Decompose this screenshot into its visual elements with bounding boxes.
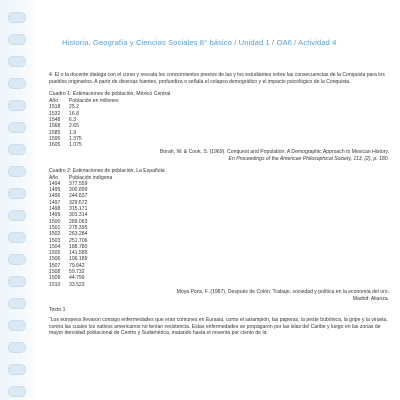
cell-year: 1605 [49, 142, 61, 149]
cell-value: 141.585 [69, 250, 88, 257]
cell-year: 1498 [49, 206, 61, 213]
column-header-year: Año [49, 174, 59, 181]
binding-ring [8, 166, 26, 177]
column-header-value: Población indígena [69, 174, 113, 181]
table2-source-line1: Moya Pons, F. (1987). Después de Colón: Trabajo, sociedad y política en la economía del oro. [176, 288, 389, 295]
cell-year: 1506 [49, 256, 61, 263]
cell-year: 1504 [49, 243, 61, 250]
cell-value: 6.3 [69, 117, 77, 123]
cell-value: 59.732 [69, 269, 85, 276]
table-row [49, 282, 112, 288]
texto1-label: Texto 1 [49, 307, 66, 314]
binding-ring [8, 342, 26, 353]
intro-paragraph: 4. El o la docente dialoga con el curso y rescata los conocimientos previos de las y los estudiantes sobre las consecuencias de la Conquista para los pueblos originarios. A partir de diversas fuentes, profundiza o señala el colapso demográfico y el impacto psicológico de la Conquista. [49, 72, 385, 85]
cell-value: 329.672 [69, 199, 88, 206]
table1 [49, 98, 119, 148]
table1-source [49, 149, 389, 156]
cell-year: 1496 [49, 193, 61, 200]
cell-year: 1495 [49, 187, 61, 194]
table-row [49, 142, 119, 148]
table2-source [49, 289, 389, 296]
cell-value: 300.899 [69, 187, 88, 194]
page-title: Historia, Geografía y Ciencias Sociales 8° básico / Unidad 1 / OA6 / Actividad 4 [62, 38, 337, 47]
cell-value: 1.9 [69, 129, 77, 136]
table2-caption: Cuadro 2: Estimaciones de población, La Española [49, 167, 165, 174]
binding-ring [8, 320, 26, 331]
cell-year: 1548 [49, 117, 61, 123]
binding-ring [8, 78, 26, 89]
cell-value: 244.837 [69, 193, 88, 200]
cell-value: 289.063 [69, 218, 88, 225]
cell-value: 377.559 [69, 180, 88, 187]
cell-value: 263.284 [69, 231, 88, 238]
cell-year: 1595 [49, 135, 61, 142]
cell-year: 1510 [49, 281, 61, 288]
binding-ring [8, 12, 26, 23]
table1-source-2 [49, 156, 389, 163]
cell-year: 1532 [49, 110, 61, 117]
cell-value: 16.8 [69, 110, 79, 117]
cell-year: 1509 [49, 275, 61, 282]
cell-value: 1.075 [69, 142, 82, 149]
cell-year: 1500 [49, 218, 61, 225]
binding-ring [8, 144, 26, 155]
binding-ring [8, 276, 26, 287]
binding-ring [8, 100, 26, 111]
cell-year: 1501 [49, 224, 61, 231]
column-header-year: Año [49, 98, 59, 105]
cell-year: 1499 [49, 212, 61, 219]
cell-value: 1.375 [69, 135, 82, 142]
texto1-body: “Los europeos llevaron consigo enfermedades que eran comunes en Eurasia, como el sarampión, las paperas, la peste bubónica, la gripe y la viruela, contra las cuales los nativos americanos no tenían resistencia. Estas enfermedades se propagaron por las islas del Caribe y luego en las zonas de mayor densidad poblacional de Centro y Sudamérica, matando hasta el noventa por ciento de la [49, 317, 388, 337]
cell-year: 1518 [49, 104, 61, 111]
binding-ring [8, 254, 26, 265]
spiral-binding [0, 0, 40, 400]
binding-ring [8, 232, 26, 243]
cell-value: 2.65 [69, 123, 79, 130]
cell-value: 44.799 [69, 275, 85, 282]
cell-year: 1507 [49, 262, 61, 269]
binding-ring [8, 188, 26, 199]
binding-ring [8, 298, 26, 309]
cell-year: 1508 [49, 269, 61, 276]
cell-value: 33.523 [69, 281, 85, 288]
cell-value: 315.171 [69, 206, 88, 213]
table2-source-2 [49, 296, 389, 303]
table1-caption: Cuadro 1: Estimaciones de población, México Central [49, 91, 171, 98]
document-body [49, 72, 389, 343]
table1-source-line1: Borah, W. & Cook, S. (1969). Conquest and Population: A Demographic Approach to Mexican History. [160, 149, 389, 156]
binding-ring [8, 34, 26, 45]
cell-year: 1505 [49, 250, 61, 257]
cell-year: 1497 [49, 199, 61, 206]
cell-year: 1568 [49, 123, 61, 130]
cell-value: 188.780 [69, 243, 88, 250]
cell-year: 1494 [49, 180, 61, 187]
binding-ring [8, 210, 26, 221]
cell-value: 79.642 [69, 262, 85, 269]
table2-source-line2: Madrid: Alianza. [352, 295, 389, 302]
binding-ring [8, 364, 26, 375]
cell-year: 1503 [49, 237, 61, 244]
cell-year: 1585 [49, 129, 61, 136]
column-header-value: Población en millones [69, 98, 119, 105]
cell-value: 251.706 [69, 237, 88, 244]
binding-ring [8, 56, 26, 67]
binding-ring [8, 386, 26, 397]
table1-source-line2: En Proceedings of the American Philosophical Society, 113, (2), p. 180. [228, 156, 389, 163]
table2 [49, 175, 112, 288]
cell-value: 275.395 [69, 224, 88, 231]
cell-value: 25.2 [69, 104, 79, 111]
cell-value: 106.189 [69, 256, 88, 263]
cell-value: 301.314 [69, 212, 88, 219]
cell-year: 1502 [49, 231, 61, 238]
binding-ring [8, 122, 26, 133]
